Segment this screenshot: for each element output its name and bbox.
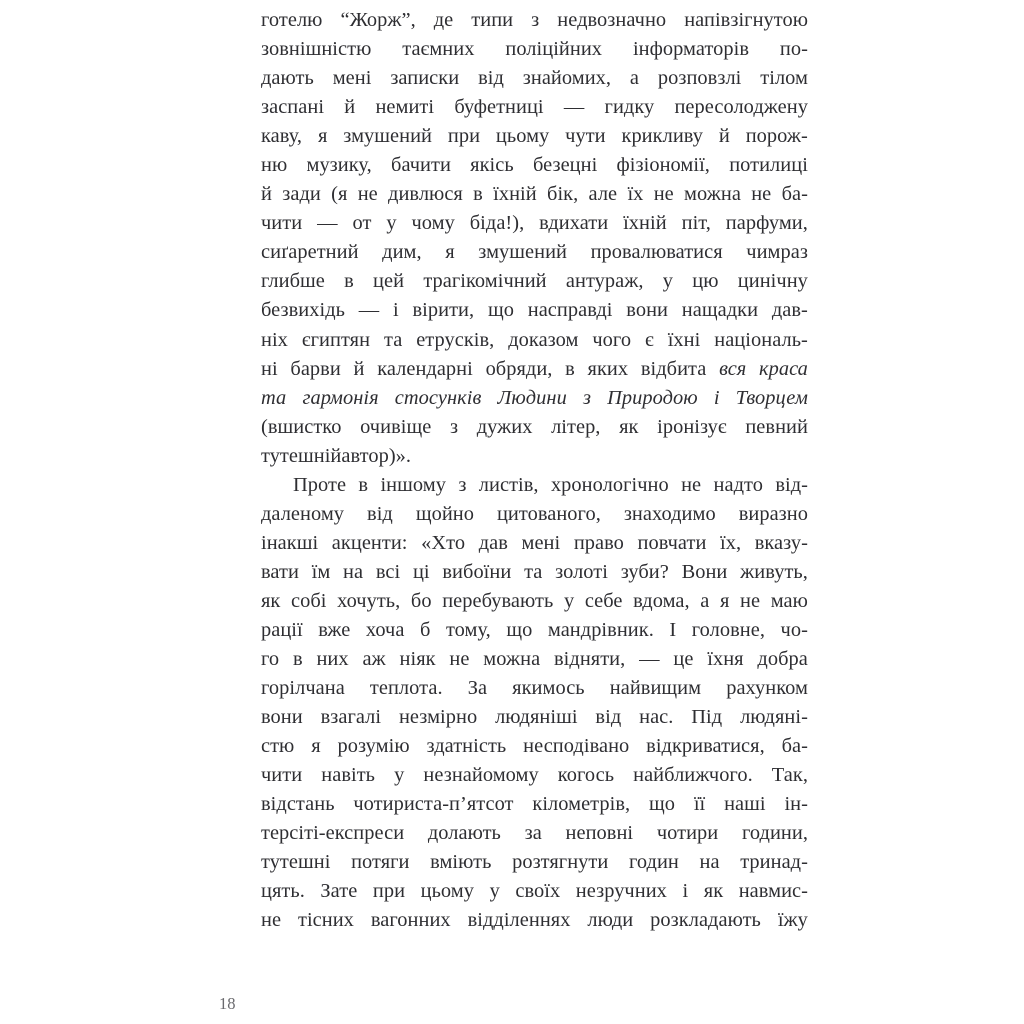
text-line — [261, 267, 808, 296]
text-word: цьому — [495, 125, 550, 148]
text-word: незнайомому — [423, 764, 539, 787]
text-word: чотири — [656, 822, 719, 845]
text-line — [261, 413, 808, 442]
text-word: її — [693, 793, 706, 816]
text-word: а — [629, 67, 640, 90]
text-word: дужих — [476, 415, 533, 438]
text-word: по- — [779, 38, 808, 61]
text-word: їх — [627, 183, 644, 206]
text-word: ні — [261, 357, 278, 380]
text-word: що — [649, 793, 675, 816]
text-word: тісних — [297, 909, 354, 932]
text-word: чути — [565, 125, 606, 148]
text-word: ін- — [784, 793, 808, 816]
text-word: них — [316, 648, 349, 671]
text-word: цять. — [261, 880, 305, 903]
text-word: Природою — [607, 386, 698, 409]
text-word: навмис- — [738, 880, 808, 903]
text-word: типи — [471, 9, 514, 31]
text-line — [261, 732, 808, 761]
text-word: їхня — [707, 648, 744, 671]
text-word: листів, — [478, 473, 539, 496]
text-word: цю — [692, 270, 719, 293]
text-word: змушений — [478, 241, 568, 264]
text-word: й — [718, 125, 730, 148]
text-word: чому — [411, 212, 455, 235]
text-line — [261, 848, 808, 877]
text-word: ніх — [261, 328, 288, 351]
text-word: перебувають — [442, 589, 554, 612]
text-line — [261, 558, 808, 587]
text-word: чо- — [780, 618, 808, 641]
text-word: готелю — [261, 9, 323, 31]
text-word: у — [386, 212, 397, 235]
text-word: й — [353, 357, 365, 380]
text-word: хоча — [365, 618, 405, 641]
text-word: автор)». — [341, 444, 412, 467]
text-word: стосунків — [394, 386, 482, 409]
text-line — [261, 645, 808, 674]
text-line — [261, 587, 808, 616]
text-word: неповні — [565, 822, 634, 845]
text-word: цей — [373, 270, 405, 293]
text-word: але — [588, 183, 618, 206]
text-word: інформаторів — [632, 38, 750, 61]
text-word: у — [394, 764, 405, 787]
text-word: чотириста-п’ятсот — [353, 793, 514, 816]
text-word: цитованого, — [496, 502, 601, 525]
text-line — [261, 180, 808, 209]
text-word: (вшистко — [261, 415, 342, 438]
text-word: горілчана — [261, 677, 345, 700]
text-word: при — [447, 125, 481, 148]
text-word: Творцем — [735, 386, 808, 409]
text-word: вже — [318, 618, 351, 641]
text-word: когось — [557, 764, 615, 787]
text-word: головне, — [691, 618, 766, 641]
text-word: очивіще — [360, 415, 432, 438]
text-word: антураж, — [565, 270, 644, 293]
text-word: потяги — [351, 851, 410, 874]
text-word: їжу — [777, 909, 808, 932]
text-word: чимраз — [746, 241, 808, 264]
text-word: де — [433, 9, 454, 31]
text-word: гармонія — [302, 386, 379, 409]
text-word: дивлюся — [388, 183, 463, 206]
text-word: мені — [521, 531, 561, 554]
text-word: вдихати — [539, 212, 609, 235]
text-word: цинічну — [737, 270, 808, 293]
text-word: що — [487, 299, 514, 322]
text-word: маю — [770, 589, 808, 612]
text-word: з — [531, 9, 540, 31]
text-word: від- — [775, 473, 808, 496]
text-word: як — [619, 415, 639, 438]
text-word: їм — [311, 560, 331, 583]
text-word: несподівано — [523, 735, 630, 758]
text-word: незручних — [575, 880, 667, 903]
text-word: мені — [332, 67, 372, 90]
text-word: розкладають — [650, 909, 761, 932]
text-word: найближчого. — [633, 764, 753, 787]
text-word: Людини — [497, 386, 567, 409]
text-word: ба- — [781, 735, 808, 758]
text-word: години, — [741, 822, 808, 845]
text-word: — — [317, 212, 338, 235]
text-word: заспані — [261, 96, 325, 119]
text-word: тутешній — [261, 444, 342, 467]
text-word: вати — [261, 560, 299, 583]
text-word: вся — [719, 357, 747, 380]
text-word: з — [458, 473, 467, 496]
text-line — [261, 93, 808, 122]
text-word: змушений — [343, 125, 433, 148]
text-word: вибоїни — [442, 560, 512, 583]
text-word: не — [261, 909, 282, 932]
text-word: аж — [362, 648, 386, 671]
text-word: пересолоджену — [674, 96, 808, 119]
text-word: на — [343, 560, 364, 583]
text-word: бік, — [547, 183, 579, 206]
text-word: — — [639, 648, 660, 671]
text-word: долають — [427, 822, 501, 845]
text-word: розумію — [337, 735, 410, 758]
text-word: як — [703, 880, 724, 903]
paragraph — [261, 6, 808, 471]
text-word: є — [644, 328, 654, 351]
text-word: наші — [724, 793, 766, 816]
text-word: “Жорж”, — [340, 9, 416, 31]
text-word: та — [383, 328, 403, 351]
text-word: записки — [390, 67, 460, 90]
text-word: сиґаретний — [261, 241, 359, 264]
text-line — [261, 122, 808, 151]
text-word: в — [358, 473, 369, 496]
text-word: в — [292, 648, 303, 671]
text-word: — — [563, 96, 585, 119]
text-word: я — [445, 241, 455, 264]
text-word: доказом — [508, 328, 579, 351]
text-word: тутешні — [261, 851, 331, 874]
text-word: стю — [261, 735, 295, 758]
text-word: не — [357, 183, 378, 206]
text-word: тринад- — [740, 851, 808, 874]
text-word: у — [489, 880, 500, 903]
text-word: музику, — [306, 154, 372, 177]
text-word: Зате — [320, 880, 358, 903]
text-word: теплота. — [369, 677, 443, 700]
text-line — [261, 238, 808, 267]
text-line — [261, 500, 808, 529]
text-word: як — [261, 589, 281, 612]
text-word: літер, — [551, 415, 601, 438]
text-word: національ- — [714, 328, 808, 351]
text-word: й — [344, 96, 356, 119]
text-word: вдома, — [633, 589, 690, 612]
text-word: в — [565, 357, 575, 380]
text-word: знаходимо — [623, 502, 716, 525]
text-word: розтягнути — [512, 851, 609, 874]
text-word: іншому — [380, 473, 446, 496]
text-word: Під — [691, 706, 723, 729]
text-word: вірити, — [412, 299, 475, 322]
text-line — [261, 209, 808, 238]
text-word: хронологічно — [550, 473, 669, 496]
text-word: їхній — [623, 212, 667, 235]
text-word: не — [653, 183, 674, 206]
text-word: всі — [375, 560, 401, 583]
text-word: дав — [478, 531, 508, 554]
text-word: насправді — [527, 299, 613, 322]
text-word: трагікомічний — [423, 270, 547, 293]
page-text-block — [261, 6, 808, 936]
text-word: і — [393, 299, 399, 322]
text-word: календарні — [377, 357, 473, 380]
text-word: в — [344, 270, 354, 293]
text-word: здатність — [426, 735, 507, 758]
text-word: Проте — [293, 473, 347, 496]
text-word: кілометрів, — [532, 793, 631, 816]
text-word: відділеннях — [467, 909, 571, 932]
text-word: «Хто — [421, 531, 466, 554]
text-word: рації — [261, 618, 303, 641]
text-word: — — [358, 299, 380, 322]
text-word: рахунком — [726, 677, 808, 700]
text-word: людяніші — [495, 706, 578, 729]
text-line — [261, 384, 808, 413]
text-word: нас. — [639, 706, 674, 729]
text-word: від — [367, 502, 393, 525]
text-word: дим, — [382, 241, 422, 264]
text-word: за — [524, 822, 542, 845]
text-word: та — [524, 560, 543, 583]
text-word: та — [261, 386, 287, 409]
text-word: з — [449, 415, 459, 438]
text-word: яких — [587, 357, 629, 380]
text-word: нащадки — [681, 299, 759, 322]
text-word: безвихідь — [261, 299, 345, 322]
text-word: вміють — [430, 851, 492, 874]
text-word: гидку — [604, 96, 655, 119]
text-word: Вони — [681, 560, 728, 583]
text-word: чити — [261, 212, 303, 235]
text-word: не — [740, 589, 761, 612]
text-word: від — [478, 67, 504, 90]
text-word: найвищим — [609, 677, 702, 700]
text-word: щойно — [415, 502, 474, 525]
text-word: виразно — [738, 502, 808, 525]
text-word: а — [700, 589, 710, 612]
text-word: навіть — [321, 764, 376, 787]
text-word: можна — [684, 183, 741, 206]
text-word: немиті — [375, 96, 435, 119]
text-word: безецні — [532, 154, 598, 177]
text-word: акценти: — [331, 531, 408, 554]
text-word: ніяк — [399, 648, 436, 671]
text-word: певний — [745, 415, 808, 438]
text-word: вагонних — [370, 909, 451, 932]
text-word: можна — [483, 648, 541, 671]
text-word: їхні — [667, 328, 701, 351]
text-word: (я — [331, 183, 348, 206]
text-word: право — [573, 531, 624, 554]
text-word: даленому — [261, 502, 345, 525]
text-word: відкриватися, — [646, 735, 765, 758]
text-line — [261, 703, 808, 732]
text-word: І — [669, 618, 677, 641]
text-word: зуби? — [620, 560, 669, 583]
text-word: порож- — [745, 125, 808, 148]
text-word: біда!), — [469, 212, 525, 235]
text-line — [261, 906, 808, 935]
text-word: зовнішністю — [261, 38, 372, 61]
text-line — [261, 6, 808, 35]
text-word: якимось — [512, 677, 585, 700]
text-line — [261, 529, 808, 558]
text-word: це — [673, 648, 694, 671]
text-word: взагалі — [320, 706, 382, 729]
text-word: своїх — [515, 880, 561, 903]
text-word: чити — [261, 764, 303, 787]
text-word: не — [681, 473, 702, 496]
text-word: провалюватися — [590, 241, 723, 264]
text-word: не — [751, 183, 772, 206]
text-word: обряди, — [485, 357, 553, 380]
text-word: з — [582, 386, 591, 409]
text-word: себе — [584, 589, 623, 612]
text-word: хочуть, — [337, 589, 401, 612]
text-word: фізіономії, — [616, 154, 710, 177]
text-word: незмірно — [398, 706, 478, 729]
text-word: поліційних — [505, 38, 603, 61]
text-word: цьому — [420, 880, 474, 903]
text-word: вони — [626, 299, 669, 322]
text-word: го — [261, 648, 280, 671]
text-line — [261, 819, 808, 848]
text-line — [261, 877, 808, 906]
text-line — [261, 296, 808, 325]
text-word: в — [473, 183, 483, 206]
paragraph — [261, 471, 808, 936]
text-word: я — [719, 589, 730, 612]
text-word: терсіті-експреси — [261, 822, 405, 845]
text-word: етрусків, — [416, 328, 495, 351]
text-word: буфетниці — [454, 96, 544, 119]
text-word: тому, — [445, 618, 491, 641]
text-word: напівзігнутою — [684, 9, 808, 31]
text-word: знайомих, — [522, 67, 612, 90]
text-word: їхній — [493, 183, 537, 206]
text-line — [261, 64, 808, 93]
text-line — [261, 355, 808, 384]
text-word: недвозначно — [557, 9, 667, 31]
text-word: людяні- — [740, 706, 808, 729]
text-word: крикливу — [621, 125, 704, 148]
text-word: не — [449, 648, 470, 671]
text-word: бачити — [391, 154, 451, 177]
text-word: таємних — [402, 38, 475, 61]
text-word: зади — [282, 183, 321, 206]
text-word: от — [352, 212, 372, 235]
text-word: ці — [412, 560, 430, 583]
text-word: і — [713, 386, 720, 409]
text-word: у — [563, 589, 575, 612]
text-word: Так, — [771, 764, 808, 787]
text-word: на — [699, 851, 720, 874]
text-word: потилиці — [729, 154, 808, 177]
text-line — [261, 674, 808, 703]
text-word: добра — [757, 648, 808, 671]
text-word: б — [420, 618, 431, 641]
text-word: у — [662, 270, 674, 293]
text-word: ба- — [781, 183, 808, 206]
text-line — [261, 761, 808, 790]
text-word: відняти, — [554, 648, 626, 671]
text-word: краса — [759, 357, 808, 380]
text-word: я — [317, 125, 328, 148]
text-word: я — [311, 735, 321, 758]
text-word: повчати — [637, 531, 707, 554]
text-word: надто — [713, 473, 763, 496]
text-word: їх, — [720, 531, 742, 554]
text-word: чого — [592, 328, 632, 351]
text-word: при — [372, 880, 406, 903]
text-word: відбита — [640, 357, 707, 380]
text-word: єгиптян — [301, 328, 371, 351]
text-word: якісь — [470, 154, 514, 177]
text-word: і — [682, 880, 689, 903]
text-word: тілом — [760, 67, 808, 90]
text-word: каву, — [261, 125, 303, 148]
text-word: золоті — [555, 560, 608, 583]
text-word: парфуми, — [725, 212, 808, 235]
text-line — [261, 442, 808, 471]
text-line — [261, 471, 808, 500]
text-word: іронізує — [657, 415, 727, 438]
text-line — [261, 790, 808, 819]
text-word: що — [506, 618, 533, 641]
text-word: вони — [261, 706, 303, 729]
text-word: вказу- — [754, 531, 808, 554]
text-line — [261, 35, 808, 64]
text-word: відстань — [261, 793, 335, 816]
text-word: й — [261, 183, 272, 206]
text-word: За — [467, 677, 488, 700]
text-word: бо — [410, 589, 432, 612]
text-word: дав- — [771, 299, 808, 322]
text-word: піт, — [681, 212, 711, 235]
text-word: інакші — [261, 531, 319, 554]
text-line — [261, 326, 808, 355]
text-word: барви — [290, 357, 341, 380]
text-word: живуть, — [740, 560, 808, 583]
text-word: від — [595, 706, 622, 729]
text-word: ню — [261, 154, 288, 177]
text-line — [261, 616, 808, 645]
text-word: розповзлі — [657, 67, 742, 90]
text-word: люди — [587, 909, 634, 932]
text-word: годин — [628, 851, 679, 874]
text-word: собі — [291, 589, 327, 612]
text-line — [261, 151, 808, 180]
text-word: глибше — [261, 270, 325, 293]
page-number: 18 — [219, 994, 236, 1013]
text-word: дають — [261, 67, 314, 90]
text-word: мандрівник. — [547, 618, 654, 641]
